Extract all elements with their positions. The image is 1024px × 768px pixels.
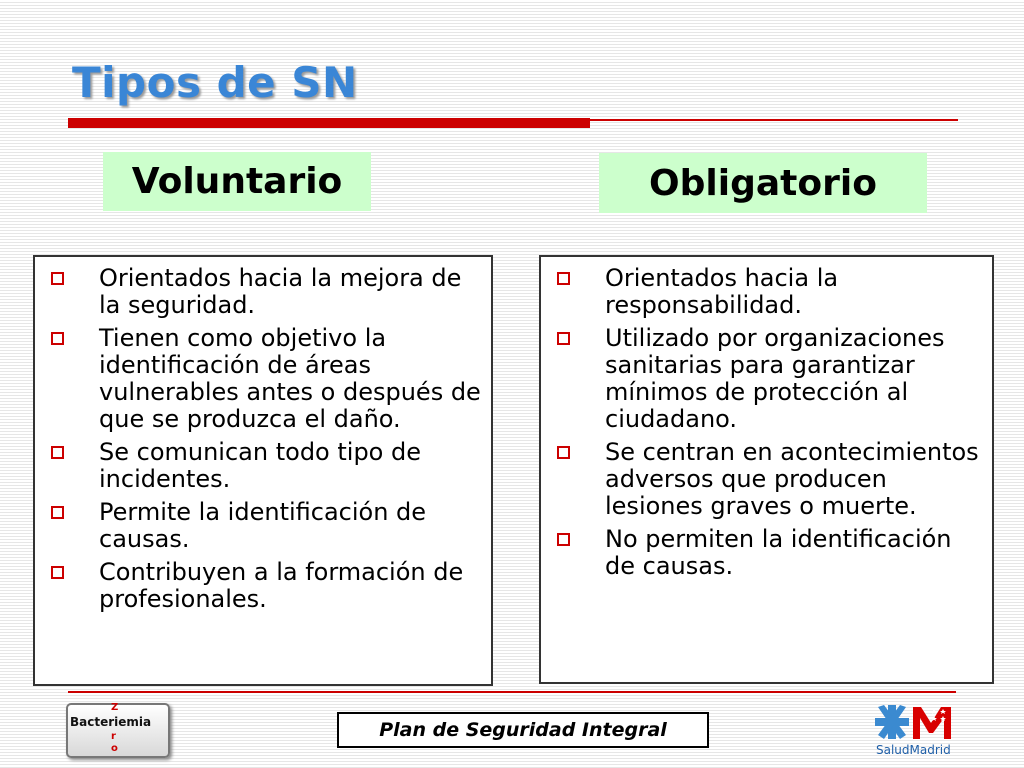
obligatorio-list xyxy=(541,257,992,580)
list-item xyxy=(553,325,982,433)
list-item-text: Orientados hacia la responsabilidad. xyxy=(605,264,839,319)
title-underline-bar xyxy=(68,118,590,128)
list-item-text: Se centran en acontecimientos adversos que producen lesiones graves o muerte. xyxy=(605,438,979,520)
square-bullet-icon xyxy=(51,272,64,285)
list-item-text: Utilizado por organizaciones sanitarias para garantizar mínimos de protección al ciudadano. xyxy=(605,324,945,433)
square-bullet-icon xyxy=(51,566,64,579)
list-item-text: Se comunican todo tipo de incidentes. xyxy=(99,438,421,493)
plan-seguridad-label: Plan de Seguridad Integral xyxy=(337,712,709,748)
voluntario-panel xyxy=(33,255,493,686)
footer-divider xyxy=(68,691,956,693)
square-bullet-icon xyxy=(557,332,570,345)
logo-zero-letter: Z xyxy=(111,702,119,713)
slide-title: Tipos de SN xyxy=(72,58,358,107)
list-item xyxy=(47,439,481,493)
list-item xyxy=(553,526,982,580)
bacteriemia-logo-text: Bacteriemia xyxy=(70,715,152,729)
voluntario-label: Voluntario xyxy=(103,152,371,211)
list-item-text: Permite la identificación de causas. xyxy=(99,498,427,553)
square-bullet-icon xyxy=(557,446,570,459)
list-item xyxy=(553,439,982,520)
logo-zero-letter: r xyxy=(111,731,116,742)
obligatorio-label: Obligatorio xyxy=(599,153,927,213)
voluntario-list xyxy=(35,257,491,613)
list-item xyxy=(553,265,982,319)
title-underline-line xyxy=(590,119,958,121)
list-item xyxy=(47,325,481,433)
square-bullet-icon xyxy=(51,506,64,519)
list-item-text: Tienen como objetivo la identificación de áreas vulnerables antes o después de que se produzca el daño. xyxy=(99,324,481,433)
square-bullet-icon xyxy=(51,332,64,345)
logo-zero-letter: o xyxy=(111,743,118,754)
list-item xyxy=(47,265,481,319)
salud-madrid-emblem-icon xyxy=(873,703,959,743)
list-item xyxy=(47,499,481,553)
list-item-text: No permiten la identificación de causas. xyxy=(605,525,952,580)
list-item-text: Contribuyen a la formación de profesionales. xyxy=(99,558,464,613)
list-item-text: Orientados hacia la mejora de la seguridad. xyxy=(99,264,462,319)
square-bullet-icon xyxy=(557,272,570,285)
obligatorio-panel xyxy=(539,255,994,684)
salud-madrid-logo xyxy=(873,703,959,763)
square-bullet-icon xyxy=(557,533,570,546)
square-bullet-icon xyxy=(51,446,64,459)
list-item xyxy=(47,559,481,613)
salud-madrid-text: SaludMadrid xyxy=(876,743,951,757)
bacteriemia-zero-logo xyxy=(66,703,172,760)
